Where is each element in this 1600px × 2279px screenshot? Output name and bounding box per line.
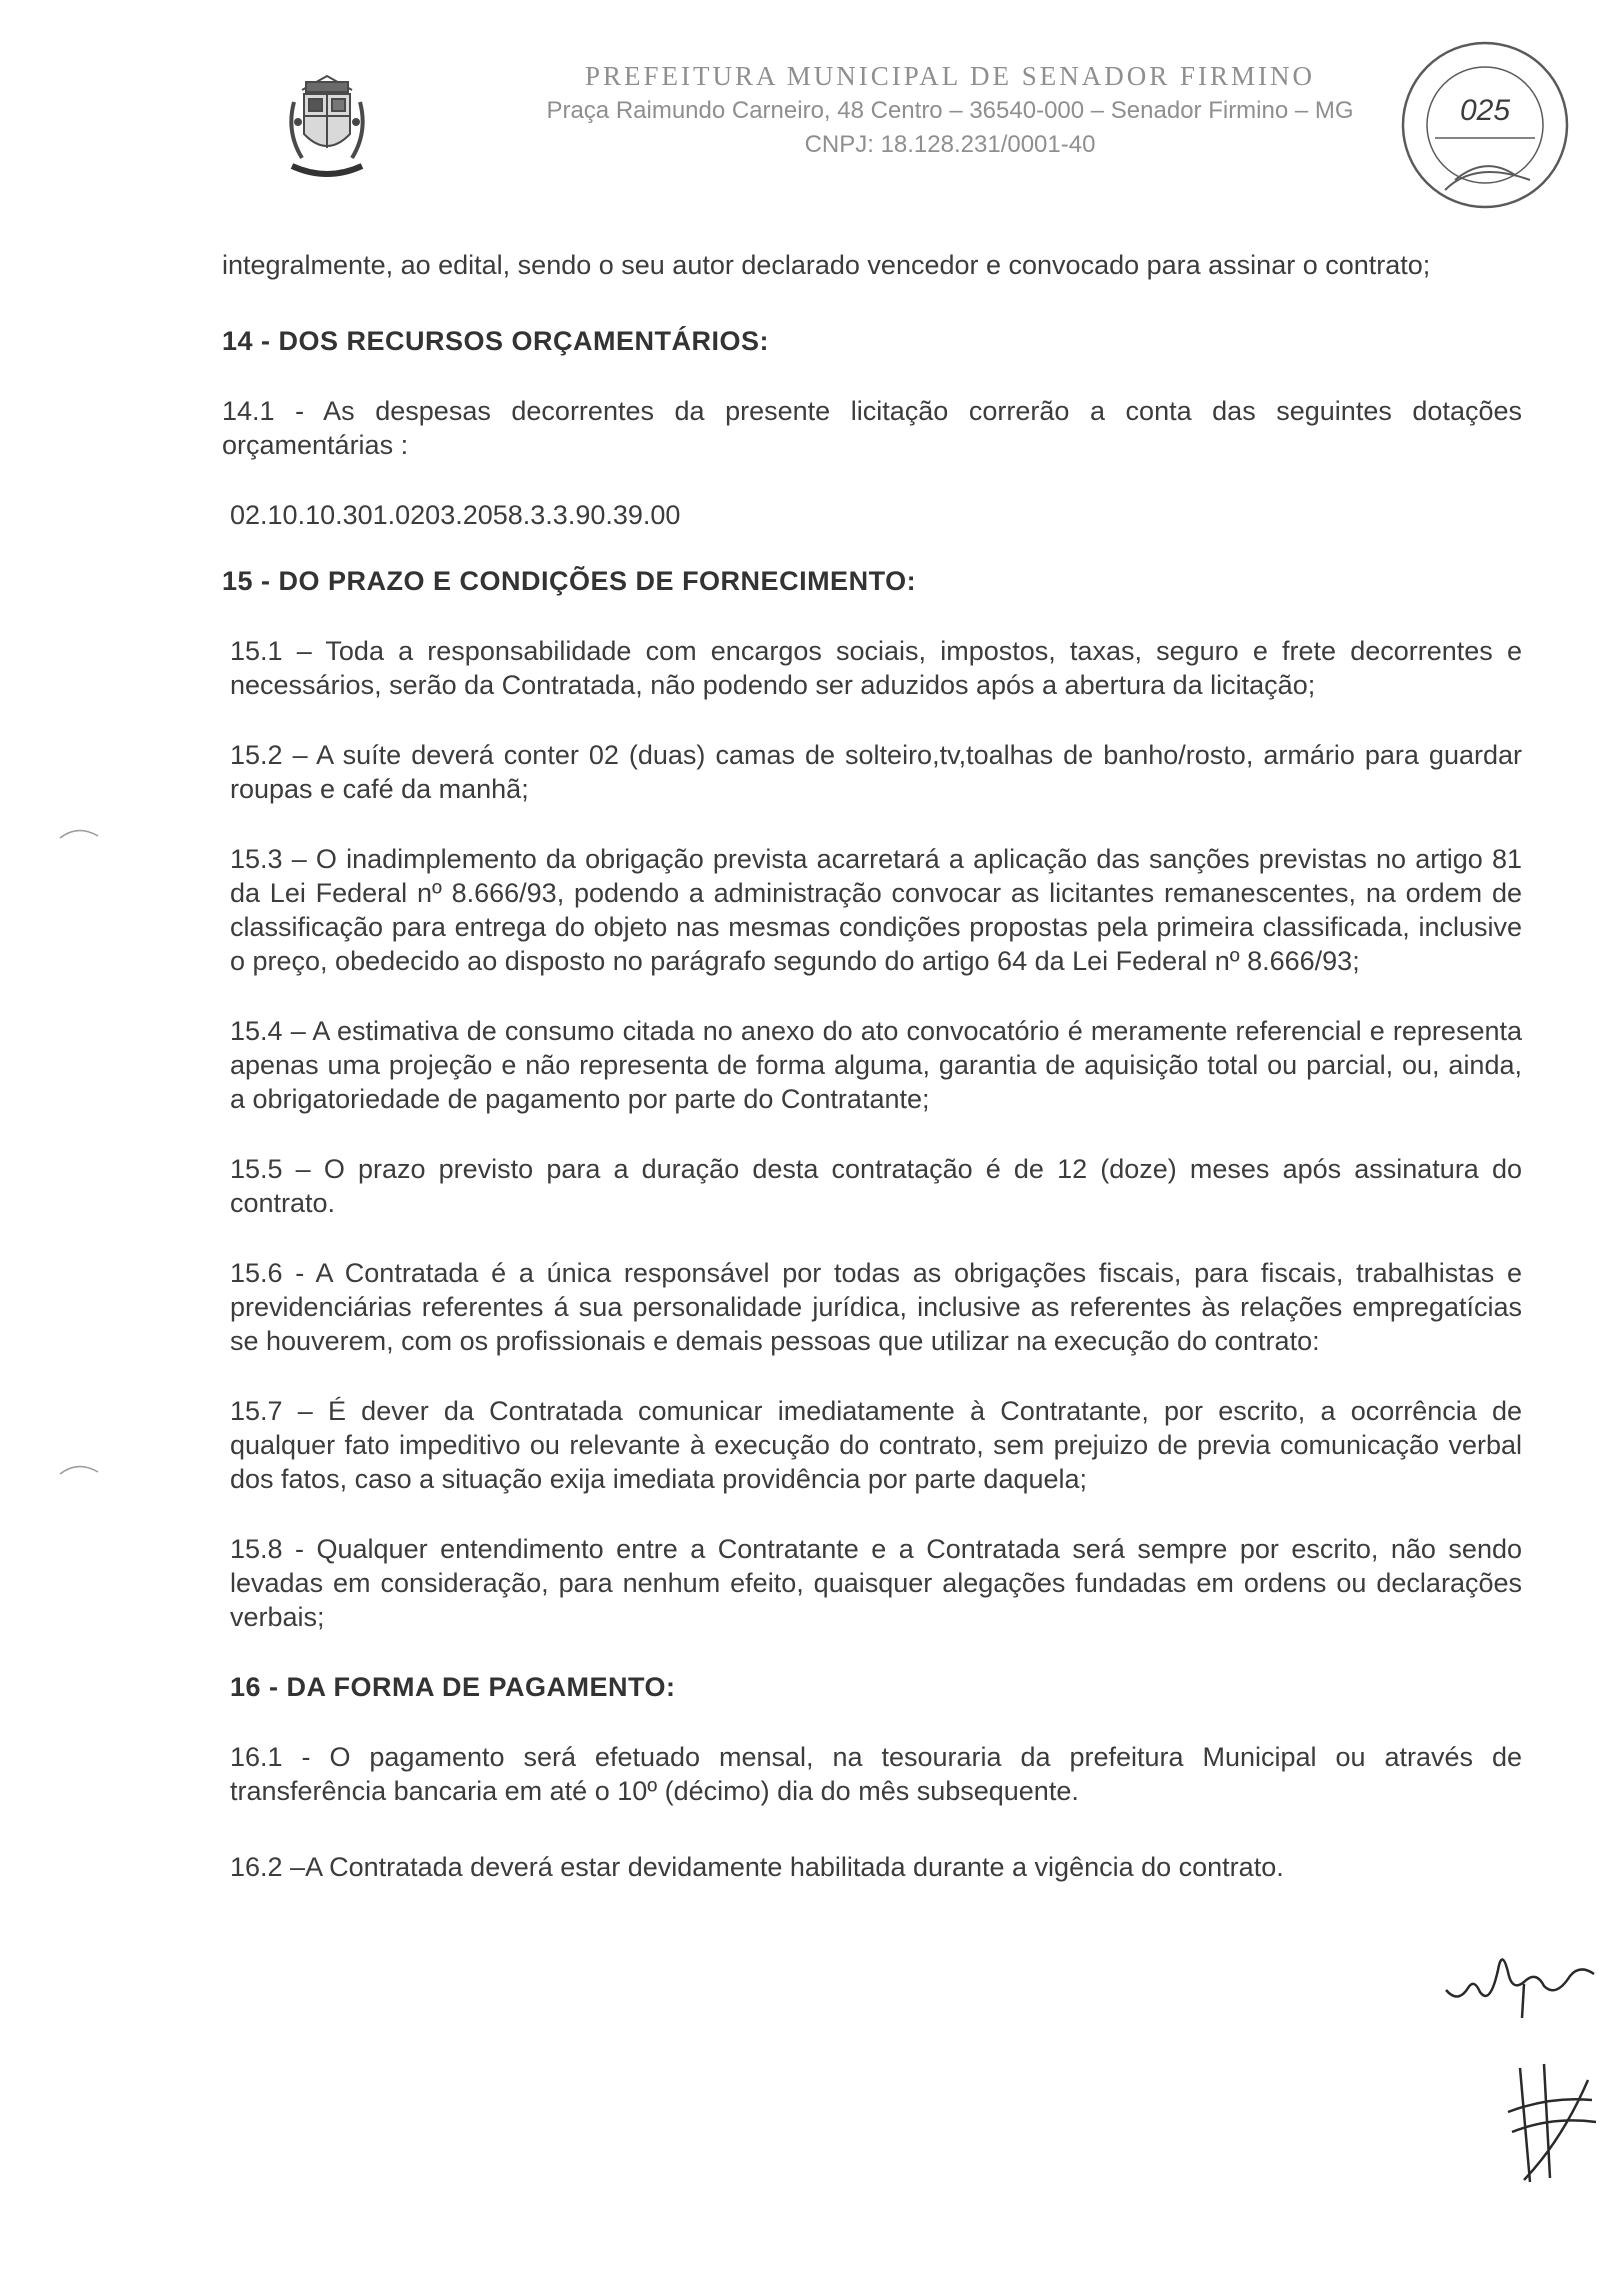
- section-16-title: 16 - DA FORMA DE PAGAMENTO:: [230, 1672, 676, 1702]
- section-15-title: 15 - DO PRAZO E CONDIÇÕES DE FORNECIMENTO:: [222, 566, 917, 596]
- signature-rubric: [1500, 2060, 1600, 2190]
- clause-15-7: 15.7 – É dever da Contratada comunicar imediatamente à Contratante, por escrito, a ocorrência de qualquer fato impeditivo ou relevante à execução do contrato, sem prejuizo de previa comunicação verbal dos fatos, caso a situação exija imediata providência por parte daquela;: [230, 1396, 1522, 1494]
- clause-15-4: 15.4 – A estimativa de consumo citada no anexo do ato convocatório é meramente referencial e representa apenas uma projeção e não representa de forma alguma, garantia de aquisição total ou parcial, ou, ainda, a obrigatoriedade de pagamento por parte do Contratante;: [230, 1016, 1522, 1114]
- header-title: PREFEITURA MUNICIPAL DE SENADOR FIRMINO: [584, 61, 1316, 91]
- header-address: Praça Raimundo Carneiro, 48 Centro – 36540-000 – Senador Firmino – MG: [546, 97, 1354, 124]
- clause-15-8: 15.8 - Qualquer entendimento entre a Contratante e a Contratada será sempre por escrito, não sendo levadas em consideração, para nenhum efeito, quaisquer alegações fundadas em ordens ou declarações verbais;: [230, 1534, 1522, 1632]
- stamp-number: 025: [1459, 94, 1511, 127]
- clause-14-1: 14.1 - As despesas decorrentes da presente licitação correrão a conta das seguintes dotações orçamentárias :: [222, 396, 1522, 460]
- header-cnpj: CNPJ: 18.128.231/0001-40: [804, 131, 1096, 158]
- municipal-crest-icon: [272, 62, 382, 192]
- document-body: [222, 248, 1522, 1884]
- continuation-text: integralmente, ao edital, sendo o seu autor declarado vencedor e convocado para assinar o contrato;: [222, 250, 1431, 280]
- clause-15-2: 15.2 – A suíte deverá conter 02 (duas) camas de solteiro,tv,toalhas de banho/rosto, armário para guardar roupas e café da manhã;: [230, 740, 1522, 804]
- commission-stamp: [1385, 40, 1575, 215]
- clause-15-3: 15.3 – O inadimplemento da obrigação prevista acarretará a aplicação das sanções previstas no artigo 81 da Lei Federal nº 8.666/93, podendo a administração convocar as licitantes remanescentes, na ordem de classificação para entrega do objeto nas mesmas condições propostas pela primeira classificada, inclusive o preço, obedecido ao disposto no parágrafo segundo do artigo 64 da Lei Federal nº 8.666/93;: [230, 844, 1522, 976]
- letterhead: [0, 52, 1600, 202]
- clause-15-1: 15.1 – Toda a responsabilidade com encargos sociais, impostos, taxas, seguro e frete decorrentes e necessários, serão da Contratada, não podendo ser aduzidos após a abertura da licitação;: [230, 636, 1522, 700]
- signature-initials: [1440, 1930, 1600, 2020]
- clause-15-6: 15.6 - A Contratada é a única responsável por todas as obrigações fiscais, para fiscais, trabalhistas e previdenciárias referentes á sua personalidade jurídica, inclusive as referentes às relações empregatícias se houverem, com os profissionais e demais pessoas que utilizar na execução do contrato:: [230, 1258, 1522, 1356]
- budget-code: 02.10.10.301.0203.2058.3.3.90.39.00: [230, 500, 681, 530]
- clause-16-1: 16.1 - O pagamento será efetuado mensal, na tesouraria da prefeitura Municipal ou através de transferência bancaria em até o 10º (décimo) dia do mês subsequente.: [230, 1742, 1522, 1806]
- clause-16-2: 16.2 –A Contratada deverá estar devidamente habilitada durante a vigência do contrato.: [230, 1852, 1284, 1882]
- margin-mark-icon: [58, 1458, 102, 1478]
- margin-mark-icon: [58, 822, 102, 842]
- section-14-title: 14 - DOS RECURSOS ORÇAMENTÁRIOS:: [222, 326, 770, 356]
- clause-15-5: 15.5 – O prazo previsto para a duração desta contratação é de 12 (doze) meses após assinatura do contrato.: [230, 1154, 1522, 1218]
